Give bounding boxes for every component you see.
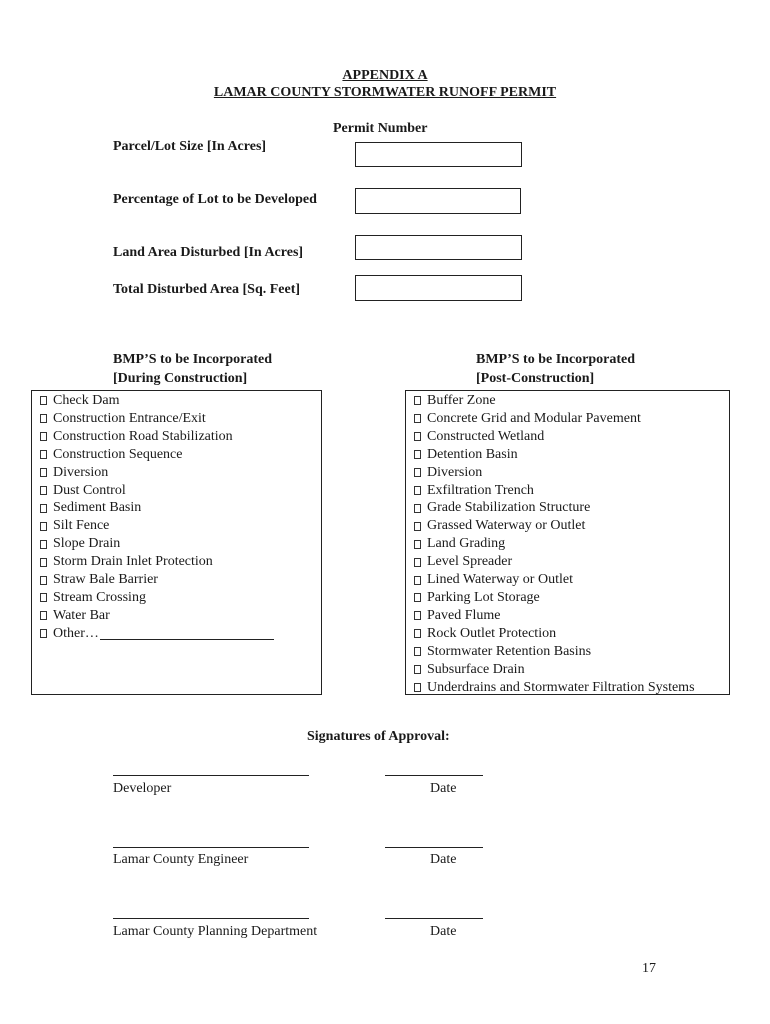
list-item[interactable]: Construction Sequence [40, 446, 321, 464]
during-construction-list [32, 391, 321, 643]
checkbox-icon[interactable] [40, 611, 47, 620]
land-disturbed-field[interactable] [355, 235, 522, 260]
page-title: LAMAR COUNTY STORMWATER RUNOFF PERMIT [213, 85, 557, 100]
checkbox-icon[interactable] [414, 432, 421, 441]
list-item[interactable]: Level Spreader [414, 553, 729, 571]
engineer-label: Lamar County Engineer [113, 852, 249, 867]
checkbox-icon[interactable] [414, 683, 421, 692]
total-disturbed-label: Total Disturbed Area [Sq. Feet] [113, 282, 301, 297]
list-item[interactable]: Construction Entrance/Exit [40, 410, 321, 428]
post-heading: BMP’S to be Incorporated [476, 352, 636, 367]
checkbox-icon[interactable] [40, 432, 47, 441]
list-item[interactable]: Buffer Zone [414, 392, 729, 410]
list-item[interactable]: Sediment Basin [40, 499, 321, 517]
parcel-size-label: Parcel/Lot Size [In Acres] [113, 139, 267, 154]
checkbox-icon[interactable] [40, 593, 47, 602]
percent-developed-label: Percentage of Lot to be Developed [113, 192, 317, 207]
checkbox-icon[interactable] [40, 540, 47, 549]
developer-date-label: Date [430, 781, 457, 796]
list-item[interactable]: Storm Drain Inlet Protection [40, 553, 321, 571]
checkbox-icon[interactable] [414, 576, 421, 585]
during-construction-box [31, 390, 322, 695]
list-item[interactable]: Stormwater Retention Basins [414, 643, 729, 661]
list-item[interactable]: Land Grading [414, 535, 729, 553]
list-item[interactable]: Detention Basin [414, 446, 729, 464]
checkbox-icon[interactable] [414, 396, 421, 405]
checkbox-icon[interactable] [414, 558, 421, 567]
checkbox-icon[interactable] [414, 414, 421, 423]
list-item[interactable]: Dust Control [40, 482, 321, 500]
checkbox-icon[interactable] [414, 450, 421, 459]
planning-date-label: Date [430, 924, 457, 939]
list-item-other[interactable]: Other… [40, 625, 321, 643]
list-item[interactable]: Underdrains and Stormwater Filtration Systems [414, 679, 729, 697]
list-item[interactable]: Slope Drain [40, 535, 321, 553]
other-input-line[interactable] [100, 627, 274, 640]
developer-label: Developer [113, 781, 172, 796]
checkbox-icon[interactable] [40, 486, 47, 495]
post-subheading: [Post-Construction] [476, 371, 595, 386]
during-heading: BMP’S to be Incorporated [113, 352, 273, 367]
checkbox-icon[interactable] [40, 468, 47, 477]
total-disturbed-field[interactable] [355, 275, 522, 301]
list-item[interactable]: Lined Waterway or Outlet [414, 571, 729, 589]
checkbox-icon[interactable] [414, 593, 421, 602]
page-number: 17 [642, 961, 656, 976]
list-item[interactable]: Exfiltration Trench [414, 482, 729, 500]
list-item[interactable]: Parking Lot Storage [414, 589, 729, 607]
checkbox-icon[interactable] [414, 665, 421, 674]
list-item[interactable]: Grade Stabilization Structure [414, 499, 729, 517]
checkbox-icon[interactable] [414, 540, 421, 549]
list-item[interactable]: Diversion [40, 464, 321, 482]
engineer-date-line[interactable] [385, 847, 483, 848]
developer-date-line[interactable] [385, 775, 483, 776]
permit-number-label: Permit Number [333, 121, 428, 136]
list-item[interactable]: Construction Road Stabilization [40, 428, 321, 446]
checkbox-icon[interactable] [40, 558, 47, 567]
list-item[interactable]: Silt Fence [40, 517, 321, 535]
list-item[interactable]: Rock Outlet Protection [414, 625, 729, 643]
checkbox-icon[interactable] [40, 396, 47, 405]
developer-signature-line[interactable] [113, 775, 309, 776]
planning-date-line[interactable] [385, 918, 483, 919]
post-construction-list [406, 391, 729, 696]
engineer-signature-line[interactable] [113, 847, 309, 848]
list-item[interactable]: Constructed Wetland [414, 428, 729, 446]
checkbox-icon[interactable] [414, 647, 421, 656]
post-construction-box [405, 390, 730, 695]
list-item[interactable]: Grassed Waterway or Outlet [414, 517, 729, 535]
checkbox-icon[interactable] [414, 522, 421, 531]
checkbox-icon[interactable] [414, 611, 421, 620]
checkbox-icon[interactable] [40, 450, 47, 459]
percent-developed-field[interactable] [355, 188, 521, 214]
checkbox-icon[interactable] [414, 468, 421, 477]
checkbox-icon[interactable] [40, 414, 47, 423]
checkbox-icon[interactable] [40, 504, 47, 513]
planning-signature-line[interactable] [113, 918, 309, 919]
list-item[interactable]: Stream Crossing [40, 589, 321, 607]
checkbox-icon[interactable] [414, 629, 421, 638]
land-disturbed-label: Land Area Disturbed [In Acres] [113, 245, 304, 260]
list-item[interactable]: Concrete Grid and Modular Pavement [414, 410, 729, 428]
checkbox-icon[interactable] [414, 486, 421, 495]
permit-number-field[interactable] [355, 142, 522, 167]
checkbox-icon[interactable] [40, 522, 47, 531]
during-subheading: [During Construction] [113, 371, 248, 386]
list-item[interactable]: Check Dam [40, 392, 321, 410]
list-item[interactable]: Subsurface Drain [414, 661, 729, 679]
signatures-heading: Signatures of Approval: [307, 729, 450, 744]
checkbox-icon[interactable] [414, 504, 421, 513]
list-item[interactable]: Straw Bale Barrier [40, 571, 321, 589]
planning-label: Lamar County Planning Department [113, 924, 318, 939]
list-item[interactable]: Paved Flume [414, 607, 729, 625]
engineer-date-label: Date [430, 852, 457, 867]
appendix-heading: APPENDIX A [342, 68, 428, 83]
list-item[interactable]: Diversion [414, 464, 729, 482]
checkbox-icon[interactable] [40, 629, 47, 638]
checkbox-icon[interactable] [40, 576, 47, 585]
list-item[interactable]: Water Bar [40, 607, 321, 625]
